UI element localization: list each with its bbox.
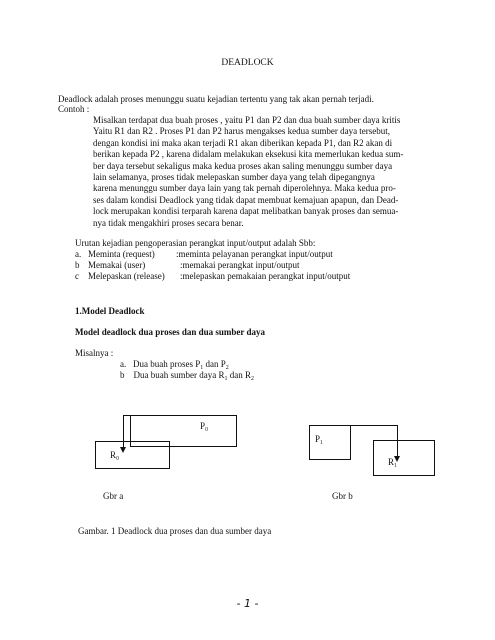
label-r1: R₁ xyxy=(388,457,398,467)
definition-text: Deadlock adalah proses menunggu suatu kejadian tertentu yang tak akan pernah terjadi. xyxy=(58,94,374,104)
misalnya-label: Misalnya : xyxy=(75,348,114,358)
assignment-edge xyxy=(397,425,398,458)
sequence-heading: Urutan kejadian pengoperasian perangkat input/output adalah Sbb: xyxy=(75,238,316,248)
sequence-item-letter: a. xyxy=(75,249,82,259)
example-line: ses dalam kondisi Deadlock yang tidak dapat membuat kemajuan apapun, dan Dead- xyxy=(93,194,399,205)
list-item: b Dua buah sumber daya $R_1$ dan $R_2$ xyxy=(120,370,254,382)
sequence-item-term: Melepaskan (release) xyxy=(88,271,165,281)
example-line: berikan kepada P2 , karena didalam melakukan eksekusi kita memerlukan kedua sum- xyxy=(93,149,404,160)
arrow-head-icon xyxy=(120,447,126,453)
example-line: ber daya tersebut sekaligus maka kedua proses akan saling menunggu sumber daya xyxy=(93,160,393,171)
example-line: lock merupakan kondisi terparah karena dapat melibatkan banyak proses dan semua- xyxy=(93,206,399,217)
sequence-item-letter: b xyxy=(75,260,80,270)
figure-caption-a: Gbr a xyxy=(103,491,124,501)
example-line: karena menunggu sumber daya lain yang tak pernah diperolehnya. Maka kedua pro- xyxy=(93,183,396,194)
process-box-p0 xyxy=(130,415,237,447)
example-line: lain selamanya, proses tidak melepaskan sumber daya yang telah dipegangnya xyxy=(93,172,375,183)
assignment-edge xyxy=(351,425,398,426)
section-heading: 1.Model Deadlock xyxy=(75,306,145,316)
request-edge xyxy=(123,415,124,448)
figure-caption: Gambar. 1 Deadlock dua proses dan dua sumber daya xyxy=(78,526,272,536)
label-p1: P₁ xyxy=(315,434,324,444)
contoh-label: Contoh : xyxy=(58,104,90,114)
section-subheading: Model deadlock dua proses dan dua sumber daya xyxy=(75,327,265,337)
example-line: Yaitu R1 dan R2 . Proses P1 dan P2 harus mengakses kedua sumber daya tersebut, xyxy=(93,126,391,137)
sequence-item-letter: c xyxy=(75,271,79,281)
label-r0: R₀ xyxy=(110,450,120,460)
sequence-item-term: Meminta (request) xyxy=(88,249,155,259)
example-line: dengan kondisi ini maka akan terjadi R1 akan diberikan kepada P1, dan R2 akan di xyxy=(93,137,393,148)
label-p0: P₀ xyxy=(200,421,209,431)
example-paragraph xyxy=(93,115,403,229)
example-line: nya tidak mengakhiri proses secara benar. xyxy=(93,217,244,228)
example-line: Misalkan terdapat dua buah proses , yaitu P1 dan P2 dan dua buah sumber daya kritis xyxy=(93,115,401,125)
sequence-item-desc: :memakai perangkat input/output xyxy=(180,260,300,270)
figure-caption-b: Gbr b xyxy=(332,491,353,501)
request-edge xyxy=(123,415,131,416)
list-item: a. Dua buah proses $P_1$ dan $P_2$ xyxy=(120,359,229,371)
page-title: DEADLOCK xyxy=(221,58,274,68)
sequence-item-desc: :meminta pelayanan perangkat input/output xyxy=(176,249,333,259)
page-number: - 1 - xyxy=(236,597,259,610)
sequence-item-term: Memakai (user) xyxy=(88,260,146,270)
resource-box-r1 xyxy=(373,440,435,476)
sequence-item-desc: :melepaskan pemakaian perangkat input/output xyxy=(180,271,351,281)
